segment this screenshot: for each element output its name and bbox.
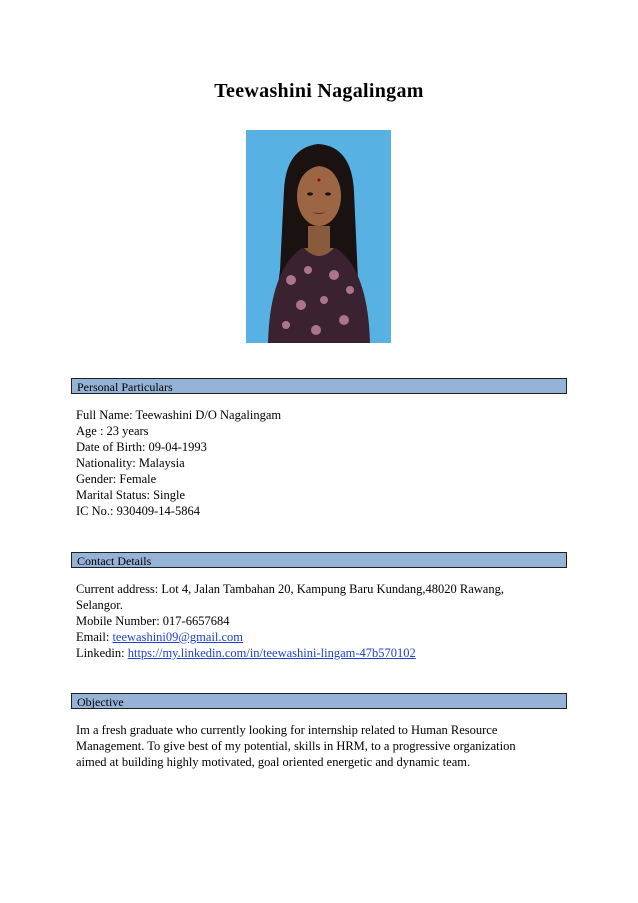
address-line-2: Selangor. [76, 598, 123, 612]
section-header-contact: Contact Details [71, 552, 567, 568]
section-header-personal: Personal Particulars [71, 378, 567, 394]
marital-status-line: Marital Status: Single [76, 488, 186, 502]
age-line: Age : 23 years [76, 424, 149, 438]
section-header-objective: Objective [71, 693, 567, 709]
nationality-line: Nationality: Malaysia [76, 456, 185, 470]
personal-details [76, 407, 566, 519]
dob-line: Date of Birth: 09-04-1993 [76, 440, 207, 454]
profile-photo [246, 130, 391, 343]
email-line [76, 629, 566, 645]
objective-line: aimed at building highly motivated, goal oriented energetic and dynamic team. [76, 755, 471, 769]
linkedin-link[interactable]: https://my.linkedin.com/in/teewashini-lingam-47b570102 [127, 646, 416, 660]
linkedin-label: Linkedin: [76, 646, 128, 660]
contact-details [76, 581, 566, 661]
email-label: Email: [76, 630, 113, 644]
address-line: Current address: Lot 4, Jalan Tambahan 20, Kampung Baru Kundang,48020 Rawang, [76, 582, 504, 596]
objective-text [76, 722, 566, 770]
email-link[interactable]: teewashini09@gmail.com [112, 630, 244, 644]
resume-name: Teewashini Nagalingam [214, 80, 424, 102]
objective-line: Im a fresh graduate who currently looking for internship related to Human Resource [76, 723, 498, 737]
objective-line: Management. To give best of my potential, skills in HRM, to a progressive organization [76, 739, 516, 753]
gender-line: Gender: Female [76, 472, 157, 486]
ic-number-line: IC No.: 930409-14-5864 [76, 504, 200, 518]
mobile-line: Mobile Number: 017-6657684 [76, 614, 230, 628]
linkedin-line [76, 645, 566, 661]
full-name-line: Full Name: Teewashini D/O Nagalingam [76, 408, 282, 422]
